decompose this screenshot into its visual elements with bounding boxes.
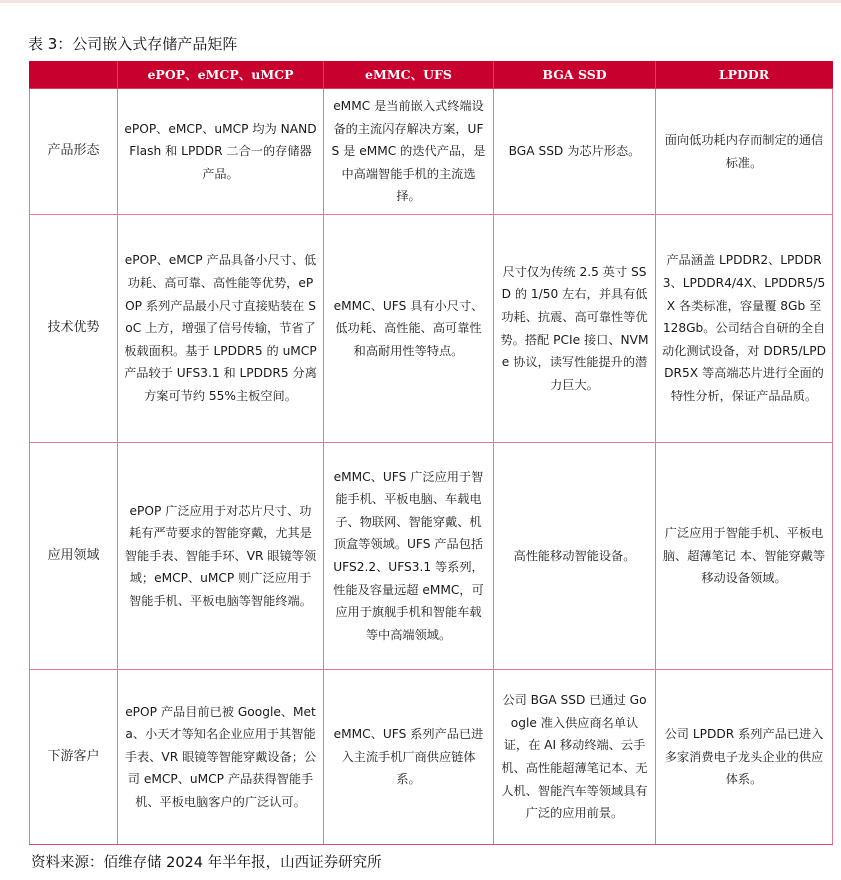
cell-lpddr: 公司 LPDDR 系列产品已进入多家消费电子龙头企业的供应体系。 — [656, 670, 833, 845]
cell-emmc-ufs: eMMC 是当前嵌入式终端设备的主流闪存解决方案，UFS 是 eMMC 的迭代产品，是中高端智能手机的主流选择。 — [324, 89, 494, 215]
row-label: 技术优势 — [30, 215, 118, 443]
header-empty — [30, 62, 118, 89]
cell-emmc-ufs: eMMC、UFS 广泛应用于智能手机、平板电脑、车载电子、物联网、智能穿戴、机顶盒等领域。UFS 产品包括 UFS2.2、UFS3.1 等系列，性能及容量远超 eMMC，可应用于旗舰手机和智能车载等中高端领域。 — [324, 443, 494, 670]
source-note: 资料来源：佰维存储 2024 年半年报，山西证券研究所 — [31, 855, 382, 871]
row-label: 产品形态 — [30, 89, 118, 215]
cell-emmc-ufs: eMMC、UFS 系列产品已进入主流手机厂商供应链体系。 — [324, 670, 494, 845]
product-matrix-table — [29, 61, 833, 845]
cell-emmc-ufs: eMMC、UFS 具有小尺寸、低功耗、高性能、高可靠性和高耐用性等特点。 — [324, 215, 494, 443]
cell-bga-ssd: 尺寸仅为传统 2.5 英寸 SSD 的 1/50 左右，并具有低功耗、抗震、高可靠性等优势。搭配 PCIe 接口、NVMe 协议，读写性能提升的潜力巨大。 — [494, 215, 656, 443]
cell-epop-emcp-umcp: ePOP 产品目前已被 Google、Meta、小天才等知名企业应用于其智能手表、VR 眼镜等智能穿戴设备；公司 eMCP、uMCP 产品获得智能手机、平板电脑客户的广泛认可。 — [118, 670, 324, 845]
table-row-application — [30, 443, 833, 670]
cell-lpddr: 产品涵盖 LPDDR2、LPDDR3、LPDDR4/4X、LPDDR5/5X 各类标准，容量覆 8Gb 至 128Gb。公司结合自研的全自动化测试设备，对 DDR5/LPDDR5X 等高端芯片进行全面的特性分析，保证产品品质。 — [656, 215, 833, 443]
cell-bga-ssd: BGA SSD 为芯片形态。 — [494, 89, 656, 215]
table-row-tech-advantage — [30, 215, 833, 443]
cell-epop-emcp-umcp: ePOP 广泛应用于对芯片尺寸、功耗有严苛要求的智能穿戴，尤其是智能手表、智能手环、VR 眼镜等领域；eMCP、uMCP 则广泛应用于智能手机、平板电脑等智能终端。 — [118, 443, 324, 670]
table-row-product-form — [30, 89, 833, 215]
row-label: 应用领域 — [30, 443, 118, 670]
row-label: 下游客户 — [30, 670, 118, 845]
table-row-customers — [30, 670, 833, 845]
cell-lpddr: 面向低功耗内存而制定的通信标准。 — [656, 89, 833, 215]
header-bga-ssd: BGA SSD — [494, 62, 656, 89]
table-header-row — [30, 62, 833, 89]
header-epop-emcp-umcp: ePOP、eMCP、uMCP — [118, 62, 324, 89]
table-caption: 表 3：公司嵌入式存储产品矩阵 — [28, 35, 238, 53]
top-band — [0, 0, 841, 3]
cell-epop-emcp-umcp: ePOP、eMCP、uMCP 均为 NAND Flash 和 LPDDR 二合一的存储器产品。 — [118, 89, 324, 215]
header-emmc-ufs: eMMC、UFS — [324, 62, 494, 89]
cell-bga-ssd: 高性能移动智能设备。 — [494, 443, 656, 670]
header-lpddr: LPDDR — [656, 62, 833, 89]
cell-epop-emcp-umcp: ePOP、eMCP 产品具备小尺寸、低功耗、高可靠、高性能等优势，ePOP 系列产品最小尺寸直接贴装在 SoC 上方，增强了信号传输，节省了板载面积。基于 LPDDR5 的 uMCP 产品较于 UFS3.1 和 LPDDR5 分离方案可节约 55%主板空间。 — [118, 215, 324, 443]
cell-bga-ssd: 公司 BGA SSD 已通过 Google 准入供应商名单认证，在 AI 移动终端、云手机、高性能超薄笔记本、无人机、智能汽车等领域具有广泛的应用前景。 — [494, 670, 656, 845]
cell-lpddr: 广泛应用于智能手机、平板电脑、超薄笔记 本、智能穿戴等移动设备领域。 — [656, 443, 833, 670]
